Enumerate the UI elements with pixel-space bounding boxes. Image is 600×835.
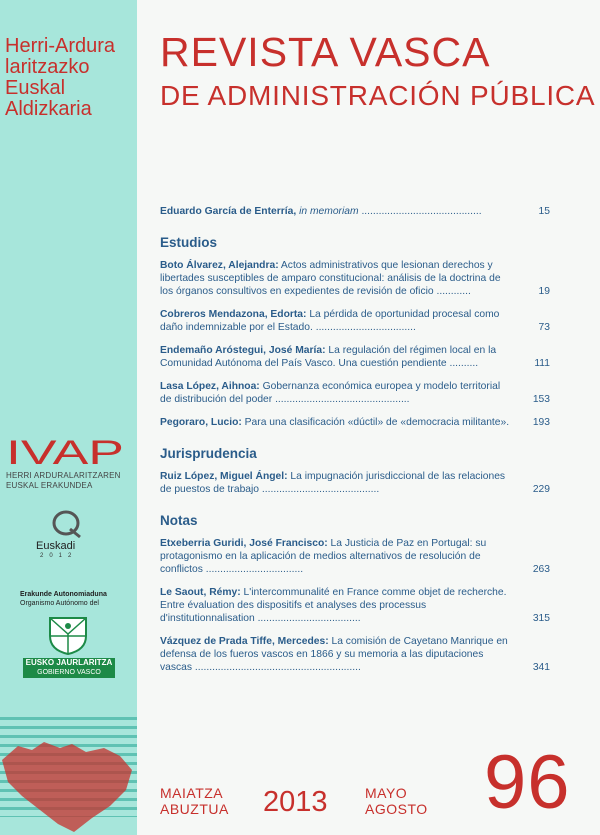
month-label: MAIATZA: [160, 785, 224, 801]
organism-label: [20, 590, 107, 608]
section-heading: Jurisprudencia: [160, 446, 257, 461]
toc-author: Boto Álvarez, Alejandra:: [160, 260, 279, 271]
toc-entry: Endemaño Aróstegui, José María: La regulación del régimen local en la Comunidad Autónoma del País Vasco. Una cuestión pendiente .......... 111: [160, 345, 550, 369]
toc-page: 263: [532, 564, 550, 575]
toc-page: 315: [532, 613, 550, 624]
ivap-subtitle-line: HERRI ARDURALARITZAREN: [6, 471, 121, 480]
toc-entry: Etxeberria Guridi, José Francisco: La Justicia de Paz en Portugal: su protagonismo en la aplicación de medios alternativos de resolución de conflictos .................................. 263: [160, 538, 550, 575]
toc-author: Ruiz López, Miguel Ángel:: [160, 471, 288, 482]
toc-title: La Justicia de Paz en Portugal: su protagonismo en la aplicación de medios alternativos de resolución de conflictos: [160, 538, 487, 575]
gobierno-vasco-logo: [23, 658, 115, 678]
toc-entry: Boto Álvarez, Alejandra: Actos administrativos que lesionan derechos y libertades susceptibles de amparo constitucional: análisis de la doctrina de los órganos consultivos en expedientes de revisión de oficio ............ 19: [160, 260, 550, 297]
toc-entry: Vázquez de Prada Tiffe, Mercedes: La comisión de Cayetano Manrique en defensa de los fueros vascos en 1866 y su memoria a las diputaciones vascas .......................................................... 341: [160, 636, 550, 673]
months-spanish: [365, 785, 428, 817]
toc-entry: Le Saout, Rémy: L'intercommunalité en France comme objet de recherche. Entre évaluation des dispositifs et analyses des processus d'institutionnalisation .................................... 315: [160, 587, 550, 624]
months-basque: [160, 785, 229, 817]
toc-title: Para una clasificación «dúctil» de «democracia militante».: [241, 417, 510, 428]
month-label: MAYO: [365, 785, 408, 801]
toc-entry: Eduardo García de Enterría, in memoriam .......................................... 15: [160, 206, 550, 217]
heart-map-icon: [0, 740, 135, 835]
euskadi-label: Euskadi: [36, 540, 76, 552]
ivap-subtitle-line: EUSKAL ERAKUNDEA: [6, 481, 93, 490]
toc-author: Eduardo García de Enterría,: [160, 206, 300, 217]
sidebar-title-line: Euskal: [5, 77, 66, 99]
month-label: AGOSTO: [365, 801, 428, 817]
toc-page: 193: [532, 417, 550, 428]
month-label: ABUZTUA: [160, 801, 229, 817]
section-heading: Estudios: [160, 235, 218, 250]
organism-line: Erakunde Autonomiaduna: [20, 591, 107, 598]
toc-title: Actos administrativos que lesionan derechos y libertades susceptibles de amparo constitucional: análisis de la doctrina de los órganos consultivos en expedientes de revisión de oficio: [160, 260, 501, 297]
toc-title: Gobernanza económica europea y modelo territorial de distribución del poder: [160, 381, 501, 405]
sidebar-title-line: laritzazko: [5, 56, 90, 78]
euskadi-year: 2012: [40, 553, 78, 559]
toc-entry: [160, 416, 550, 429]
toc-author: Endemaño Aróstegui, José María:: [160, 345, 326, 356]
toc-page: 73: [538, 322, 550, 333]
ivap-subtitle: [6, 471, 121, 491]
ivap-logo: [6, 437, 126, 467]
toc-title: La regulación del régimen local en la Comunidad Autónoma del País Vasco. Una cuestión pendiente: [160, 345, 497, 369]
toc-title: La comisión de Cayetano Manrique en defensa de los fueros vascos en 1866 y su memoria a las diputaciones vascas: [160, 636, 508, 673]
gov-line: EUSKO JAURLARITZA: [25, 658, 113, 667]
ivap-logo-text: IVAP: [6, 437, 124, 467]
toc-title: L'intercommunalité en France comme objet de recherche. Entre évaluation des dispositifs et analyses des processus d'institutionnalisation: [160, 587, 507, 624]
toc-author: Pegoraro, Lucio:: [160, 417, 242, 428]
sidebar-title-line: Aldizkaria: [5, 98, 92, 120]
gov-line: GOBIERNO VASCO: [37, 669, 101, 676]
sidebar-panel: [0, 0, 137, 835]
toc-author: Lasa López, Aihnoa:: [160, 381, 260, 392]
sidebar-title: [5, 36, 115, 120]
sidebar-title-line: Herri-Ardura: [5, 35, 116, 57]
toc-page: 341: [532, 662, 550, 673]
toc-page: 229: [532, 484, 550, 495]
toc-title: La pérdida de oportunidad procesal como daño indemnizable por el Estado.: [160, 309, 500, 333]
organism-line: Organismo Autónomo del: [20, 600, 99, 607]
toc-title: La impugnación jurisdiccional de las relaciones de puestos de trabajo: [160, 471, 506, 495]
toc-entry: Cobreros Mendazona, Edorta: La pérdida de oportunidad procesal como daño indemnizable por el Estado. ................................... 73: [160, 309, 550, 333]
issue-footer: [160, 740, 590, 825]
table-of-contents: [160, 205, 550, 684]
toc-title: in memoriam: [299, 206, 359, 217]
toc-author: Vázquez de Prada Tiffe, Mercedes:: [160, 636, 329, 647]
journal-subtitle: DE ADMINISTRACIÓN PÚBLICA: [160, 80, 596, 111]
coat-of-arms-icon: [46, 612, 90, 656]
journal-title: REVISTA VASCA: [160, 29, 491, 75]
issue-number: 96: [484, 740, 571, 825]
toc-page: 19: [538, 286, 550, 297]
toc-page: 15: [538, 206, 550, 217]
section-heading: Notas: [160, 513, 198, 528]
toc-page: 111: [534, 358, 550, 369]
toc-author: Le Saout, Rémy:: [160, 587, 241, 598]
toc-author: Etxeberria Guridi, José Francisco:: [160, 538, 328, 549]
toc-entry: Ruiz López, Miguel Ángel: La impugnación jurisdiccional de las relaciones de puestos de trabajo ......................................... 229: [160, 471, 550, 495]
issue-year: 2013: [263, 786, 328, 818]
toc-page: 153: [532, 394, 550, 405]
toc-entry: Lasa López, Aihnoa: Gobernanza económica europea y modelo territorial de distribución del poder ............................................... 153: [160, 381, 550, 405]
quality-q-icon: [44, 509, 88, 539]
toc-author: Cobreros Mendazona, Edorta:: [160, 309, 307, 320]
